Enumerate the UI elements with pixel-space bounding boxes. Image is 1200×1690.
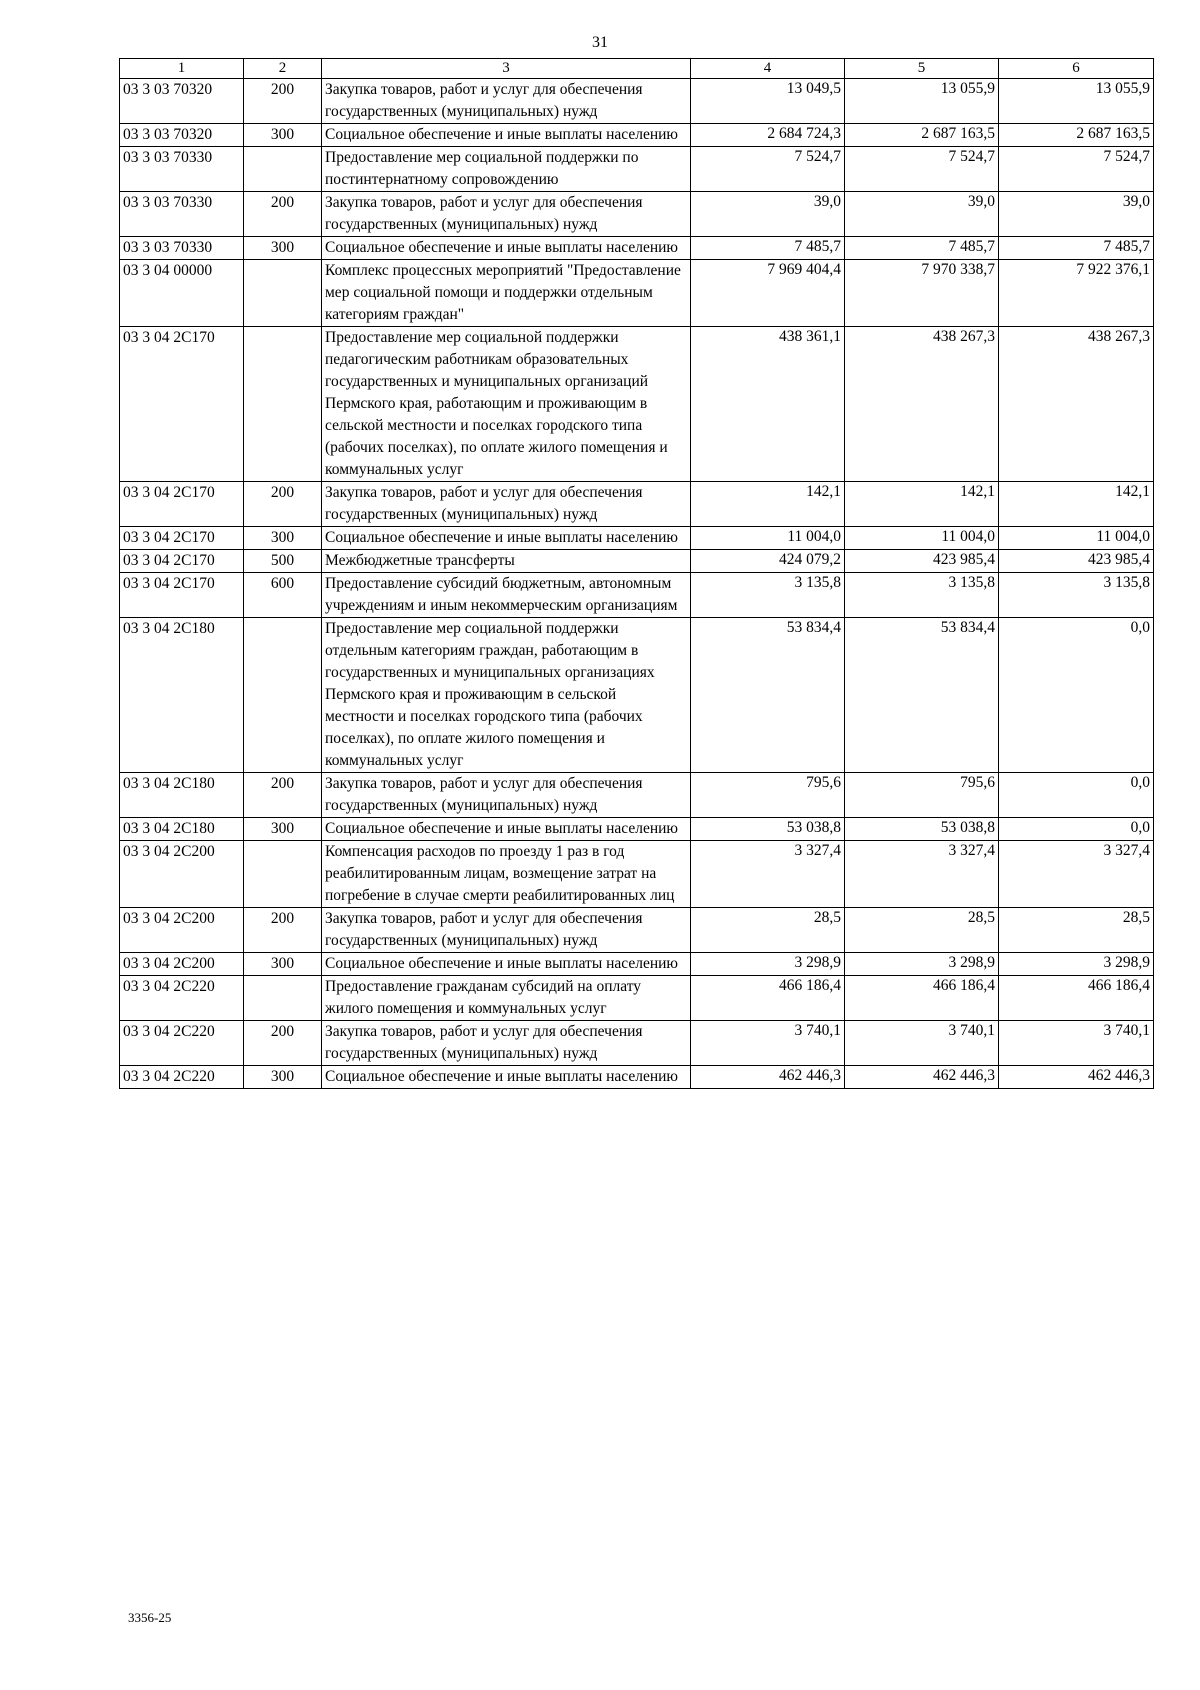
- amount-col-5-cell: 795,6: [845, 773, 999, 818]
- amount-col-5-cell: 462 446,3: [845, 1066, 999, 1089]
- budget-code-cell: 03 3 03 70330: [120, 192, 244, 237]
- amount-col-5-cell: 13 055,9: [845, 79, 999, 124]
- amount-col-5-cell: 53 038,8: [845, 818, 999, 841]
- table-row: [120, 1066, 1154, 1089]
- amount-col-6-cell: 438 267,3: [999, 327, 1154, 482]
- expense-type-cell: 300: [244, 953, 322, 976]
- amount-col-6-cell: 0,0: [999, 773, 1154, 818]
- budget-code-cell: 03 3 03 70330: [120, 237, 244, 260]
- amount-col-4-cell: 795,6: [691, 773, 845, 818]
- table-row: [120, 976, 1154, 1021]
- header-col-5: 5: [845, 59, 999, 79]
- amount-col-4-cell: 7 485,7: [691, 237, 845, 260]
- table-row: [120, 618, 1154, 773]
- amount-col-5-cell: 7 524,7: [845, 147, 999, 192]
- amount-col-4-cell: 3 740,1: [691, 1021, 845, 1066]
- table-row: [120, 124, 1154, 147]
- description-cell: Социальное обеспечение и иные выплаты населению: [322, 953, 691, 976]
- budget-code-cell: 03 3 04 2С170: [120, 550, 244, 573]
- expense-type-cell: 500: [244, 550, 322, 573]
- amount-col-4-cell: 424 079,2: [691, 550, 845, 573]
- description-cell: Закупка товаров, работ и услуг для обеспечения государственных (муниципальных) нужд: [322, 79, 691, 124]
- amount-col-4-cell: 39,0: [691, 192, 845, 237]
- budget-code-cell: 03 3 03 70330: [120, 147, 244, 192]
- amount-col-5-cell: 3 327,4: [845, 841, 999, 908]
- amount-col-5-cell: 7 970 338,7: [845, 260, 999, 327]
- budget-code-cell: 03 3 04 2С200: [120, 953, 244, 976]
- amount-col-4-cell: 462 446,3: [691, 1066, 845, 1089]
- budget-code-cell: 03 3 04 2С220: [120, 1021, 244, 1066]
- description-cell: Закупка товаров, работ и услуг для обеспечения государственных (муниципальных) нужд: [322, 482, 691, 527]
- amount-col-5-cell: 28,5: [845, 908, 999, 953]
- amount-col-6-cell: 7 524,7: [999, 147, 1154, 192]
- table-row: [120, 147, 1154, 192]
- budget-code-cell: 03 3 04 2С200: [120, 841, 244, 908]
- expense-type-cell: 300: [244, 1066, 322, 1089]
- description-cell: Закупка товаров, работ и услуг для обеспечения государственных (муниципальных) нужд: [322, 773, 691, 818]
- description-cell: Предоставление мер социальной поддержки отдельным категориям граждан, работающим в государственных и муниципальных организациях Пермского края и проживающим в сельской местности и поселках городского типа (рабочих поселках), по оплате жилого помещения и коммунальных услуг: [322, 618, 691, 773]
- amount-col-5-cell: 7 485,7: [845, 237, 999, 260]
- amount-col-6-cell: 2 687 163,5: [999, 124, 1154, 147]
- amount-col-6-cell: 462 446,3: [999, 1066, 1154, 1089]
- amount-col-4-cell: 438 361,1: [691, 327, 845, 482]
- table-row: [120, 482, 1154, 527]
- amount-col-6-cell: 39,0: [999, 192, 1154, 237]
- expense-type-cell: 200: [244, 1021, 322, 1066]
- expense-type-cell: [244, 841, 322, 908]
- table-row: [120, 953, 1154, 976]
- amount-col-4-cell: 3 327,4: [691, 841, 845, 908]
- amount-col-4-cell: 53 834,4: [691, 618, 845, 773]
- table-row: [120, 237, 1154, 260]
- amount-col-6-cell: 3 740,1: [999, 1021, 1154, 1066]
- budget-code-cell: 03 3 04 2С180: [120, 618, 244, 773]
- amount-col-4-cell: 53 038,8: [691, 818, 845, 841]
- description-cell: Социальное обеспечение и иные выплаты населению: [322, 527, 691, 550]
- description-cell: Закупка товаров, работ и услуг для обеспечения государственных (муниципальных) нужд: [322, 908, 691, 953]
- amount-col-6-cell: 0,0: [999, 818, 1154, 841]
- description-cell: Закупка товаров, работ и услуг для обеспечения государственных (муниципальных) нужд: [322, 192, 691, 237]
- expense-type-cell: 300: [244, 124, 322, 147]
- description-cell: Предоставление гражданам субсидий на оплату жилого помещения и коммунальных услуг: [322, 976, 691, 1021]
- amount-col-4-cell: 142,1: [691, 482, 845, 527]
- table-row: [120, 908, 1154, 953]
- header-col-2: 2: [244, 59, 322, 79]
- amount-col-5-cell: 438 267,3: [845, 327, 999, 482]
- description-cell: Социальное обеспечение и иные выплаты населению: [322, 237, 691, 260]
- budget-code-cell: 03 3 03 70320: [120, 79, 244, 124]
- table-row: [120, 818, 1154, 841]
- table-row: [120, 327, 1154, 482]
- description-cell: Закупка товаров, работ и услуг для обеспечения государственных (муниципальных) нужд: [322, 1021, 691, 1066]
- amount-col-4-cell: 11 004,0: [691, 527, 845, 550]
- table-row: [120, 527, 1154, 550]
- budget-code-cell: 03 3 04 00000: [120, 260, 244, 327]
- amount-col-6-cell: 7 485,7: [999, 237, 1154, 260]
- budget-code-cell: 03 3 04 2С200: [120, 908, 244, 953]
- table-row: [120, 550, 1154, 573]
- description-cell: Социальное обеспечение и иные выплаты населению: [322, 1066, 691, 1089]
- description-cell: Предоставление субсидий бюджетным, автономным учреждениям и иным некоммерческим организациям: [322, 573, 691, 618]
- amount-col-6-cell: 3 135,8: [999, 573, 1154, 618]
- budget-code-cell: 03 3 03 70320: [120, 124, 244, 147]
- description-cell: Предоставление мер социальной поддержки по постинтернатному сопровождению: [322, 147, 691, 192]
- expense-type-cell: 200: [244, 773, 322, 818]
- budget-code-cell: 03 3 04 2С170: [120, 482, 244, 527]
- description-cell: Компенсация расходов по проезду 1 раз в год реабилитированным лицам, возмещение затрат на погребение в случае смерти реабилитированных лиц: [322, 841, 691, 908]
- expense-type-cell: 300: [244, 527, 322, 550]
- table-row: [120, 192, 1154, 237]
- budget-code-cell: 03 3 04 2С170: [120, 573, 244, 618]
- amount-col-6-cell: 28,5: [999, 908, 1154, 953]
- amount-col-5-cell: 11 004,0: [845, 527, 999, 550]
- expense-type-cell: 200: [244, 908, 322, 953]
- header-col-1: 1: [120, 59, 244, 79]
- expense-type-cell: 300: [244, 818, 322, 841]
- table-row: [120, 773, 1154, 818]
- budget-code-cell: 03 3 04 2С170: [120, 527, 244, 550]
- amount-col-5-cell: 3 135,8: [845, 573, 999, 618]
- expense-type-cell: [244, 618, 322, 773]
- amount-col-6-cell: 3 327,4: [999, 841, 1154, 908]
- header-col-4: 4: [691, 59, 845, 79]
- description-cell: Комплекс процессных мероприятий "Предоставление мер социальной помощи и поддержки отдельным категориям граждан": [322, 260, 691, 327]
- amount-col-6-cell: 13 055,9: [999, 79, 1154, 124]
- expense-type-cell: 200: [244, 192, 322, 237]
- amount-col-6-cell: 7 922 376,1: [999, 260, 1154, 327]
- table-row: [120, 841, 1154, 908]
- table-row: [120, 260, 1154, 327]
- expense-type-cell: 200: [244, 79, 322, 124]
- amount-col-5-cell: 466 186,4: [845, 976, 999, 1021]
- amount-col-5-cell: 423 985,4: [845, 550, 999, 573]
- expense-type-cell: [244, 327, 322, 482]
- table-row: [120, 1021, 1154, 1066]
- document-id: 3356-25: [128, 1610, 172, 1625]
- table-body: [120, 79, 1154, 1089]
- expense-type-cell: [244, 260, 322, 327]
- budget-code-cell: 03 3 04 2С220: [120, 976, 244, 1021]
- budget-code-cell: 03 3 04 2С180: [120, 818, 244, 841]
- amount-col-4-cell: 466 186,4: [691, 976, 845, 1021]
- amount-col-6-cell: 466 186,4: [999, 976, 1154, 1021]
- expense-type-cell: [244, 147, 322, 192]
- amount-col-4-cell: 7 969 404,4: [691, 260, 845, 327]
- amount-col-5-cell: 2 687 163,5: [845, 124, 999, 147]
- description-cell: Межбюджетные трансферты: [322, 550, 691, 573]
- budget-code-cell: 03 3 04 2С170: [120, 327, 244, 482]
- expense-type-cell: 300: [244, 237, 322, 260]
- expense-type-cell: [244, 976, 322, 1021]
- header-col-6: 6: [999, 59, 1154, 79]
- amount-col-4-cell: 7 524,7: [691, 147, 845, 192]
- amount-col-4-cell: 13 049,5: [691, 79, 845, 124]
- budget-code-cell: 03 3 04 2С180: [120, 773, 244, 818]
- amount-col-5-cell: 142,1: [845, 482, 999, 527]
- amount-col-5-cell: 3 740,1: [845, 1021, 999, 1066]
- amount-col-4-cell: 3 135,8: [691, 573, 845, 618]
- amount-col-6-cell: 423 985,4: [999, 550, 1154, 573]
- budget-table: [119, 58, 1154, 1089]
- table-header-row: [120, 59, 1154, 79]
- expense-type-cell: 600: [244, 573, 322, 618]
- amount-col-4-cell: 28,5: [691, 908, 845, 953]
- table-row: [120, 79, 1154, 124]
- amount-col-4-cell: 3 298,9: [691, 953, 845, 976]
- amount-col-6-cell: 0,0: [999, 618, 1154, 773]
- amount-col-5-cell: 3 298,9: [845, 953, 999, 976]
- amount-col-6-cell: 3 298,9: [999, 953, 1154, 976]
- description-cell: Предоставление мер социальной поддержки педагогическим работникам образовательных государственных и муниципальных организаций Пермского края, работающим и проживающим в сельской местности и поселках городского типа (рабочих поселках), по оплате жилого помещения и коммунальных услуг: [322, 327, 691, 482]
- amount-col-4-cell: 2 684 724,3: [691, 124, 845, 147]
- amount-col-6-cell: 11 004,0: [999, 527, 1154, 550]
- expense-type-cell: 200: [244, 482, 322, 527]
- description-cell: Социальное обеспечение и иные выплаты населению: [322, 818, 691, 841]
- amount-col-5-cell: 53 834,4: [845, 618, 999, 773]
- page-number: 31: [592, 34, 608, 51]
- amount-col-6-cell: 142,1: [999, 482, 1154, 527]
- amount-col-5-cell: 39,0: [845, 192, 999, 237]
- description-cell: Социальное обеспечение и иные выплаты населению: [322, 124, 691, 147]
- budget-code-cell: 03 3 04 2С220: [120, 1066, 244, 1089]
- header-col-3: 3: [322, 59, 691, 79]
- table-row: [120, 573, 1154, 618]
